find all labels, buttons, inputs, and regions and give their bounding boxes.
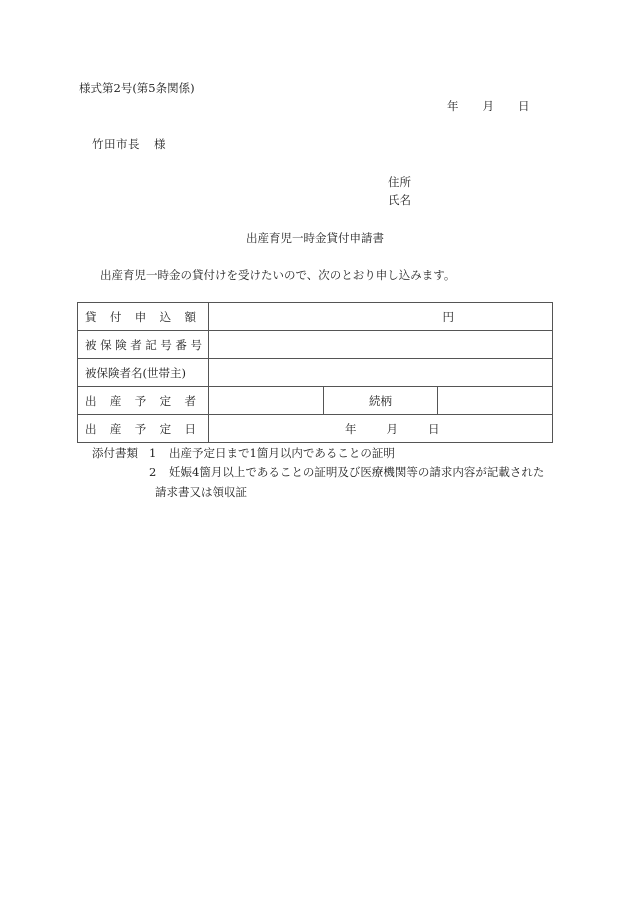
due-date-field[interactable] <box>209 415 553 443</box>
attachment-1-number: 1 <box>149 446 157 460</box>
addressee-name: 竹田市長 <box>92 137 140 151</box>
loan-amount-label: 貸 付 申 込 額 <box>78 303 209 331</box>
table-row-due-date <box>78 415 553 443</box>
expectant-mother-field[interactable] <box>209 387 324 415</box>
due-year: 年 <box>345 421 357 436</box>
date-month: 月 <box>482 99 494 113</box>
application-date <box>447 99 530 113</box>
address-label: 住所 <box>388 175 411 189</box>
attachment-2-text: 妊娠4箇月以上であることの証明及び医療機関等の請求内容が記載された <box>169 465 545 479</box>
yen-unit: 円 <box>442 309 454 324</box>
due-date-label: 出 産 予 定 日 <box>78 415 209 443</box>
addressee <box>92 137 166 151</box>
loan-amount-field[interactable] <box>209 303 553 331</box>
attachment-2-number: 2 <box>149 465 157 479</box>
insured-name-field[interactable] <box>209 359 553 387</box>
honorific: 様 <box>154 137 166 151</box>
insured-number-field[interactable] <box>209 331 553 359</box>
table-row-expectant-mother <box>78 387 553 415</box>
due-month: 月 <box>386 421 398 436</box>
name-label: 氏名 <box>388 193 411 207</box>
insured-name-label: 被保険者名(世帯主) <box>78 359 209 387</box>
table-row-insured-name <box>78 359 553 387</box>
table-row-insured-number <box>78 331 553 359</box>
attachment-1-text: 出産予定日まで1箇月以内であることの証明 <box>169 446 395 460</box>
intro-text: 出産育児一時金の貸付けを受けたいので、次のとおり申し込みます。 <box>100 268 456 282</box>
relationship-label: 続柄 <box>323 387 438 415</box>
due-day: 日 <box>428 421 440 436</box>
relationship-field[interactable] <box>438 387 553 415</box>
date-year: 年 <box>447 99 459 113</box>
attachment-2-continuation: 請求書又は領収証 <box>155 485 247 499</box>
form-number: 様式第2号(第5条関係) <box>79 81 195 95</box>
application-table <box>77 302 553 443</box>
date-day: 日 <box>518 99 530 113</box>
table-row-loan-amount <box>78 303 553 331</box>
document-title: 出産育児一時金貸付申請書 <box>246 231 384 245</box>
insured-number-label: 被 保 険 者 記 号 番 号 <box>78 331 209 359</box>
expectant-mother-label: 出 産 予 定 者 <box>78 387 209 415</box>
attachments-heading: 添付書類 <box>92 446 138 460</box>
